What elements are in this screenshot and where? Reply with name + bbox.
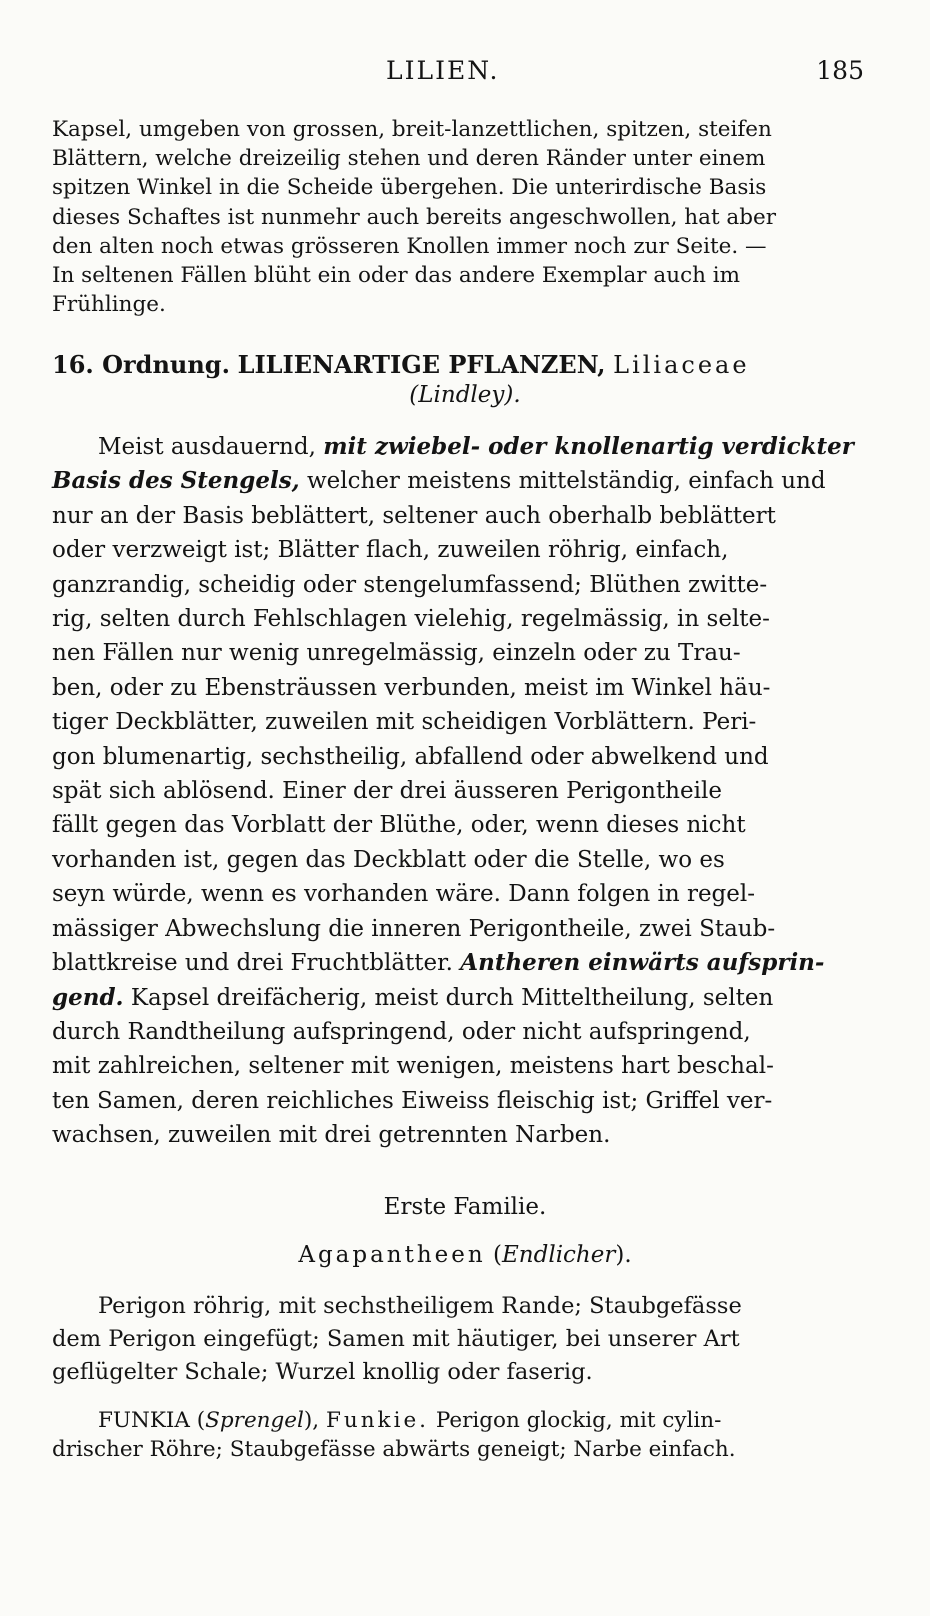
- text-line: gon blumenartig, sechstheilig, abfallend oder abwelkend und: [52, 743, 769, 770]
- text-line: Frühlinge.: [52, 292, 166, 318]
- text-line: In seltenen Fällen blüht ein oder das andere Exemplar auch im: [52, 263, 741, 289]
- desc-intro: Meist ausdauernd,: [98, 434, 316, 460]
- page-number: 185: [816, 56, 864, 85]
- desc-intro-italic: mit zwiebel- oder knollenartig verdickter: [323, 433, 854, 460]
- text-line: geflügelter Schale; Wurzel knollig oder faserig.: [52, 1359, 593, 1385]
- order-number: 16. Ordnung.: [52, 350, 230, 379]
- text-line: wachsen, zuweilen mit drei getrennten Narben.: [52, 1122, 611, 1149]
- family-authority: Endlicher: [502, 1242, 616, 1268]
- text-line: dieses Schaftes ist nunmehr auch bereits angeschwollen, hat aber: [52, 204, 776, 230]
- text-line: tiger Deckblätter, zuweilen mit scheidigen Vorblättern. Peri-: [52, 709, 757, 736]
- text-line: spät sich ablösend. Einer der drei äusseren Perigontheile: [52, 778, 722, 805]
- genus-name: FUNKIA: [98, 1408, 190, 1433]
- desc-text: blattkreise und drei Fruchtblätter.: [52, 950, 453, 977]
- text-line: ganzrandig, scheidig oder stengelumfassend; Blüthen zwitte-: [52, 571, 768, 598]
- desc-text: welcher meistens mittelständig, einfach und: [306, 468, 826, 495]
- genus-common-name: Funkie.: [325, 1408, 430, 1433]
- text-line: dem Perigon eingefügt; Samen mit häutiger, bei unserer Art: [52, 1326, 740, 1352]
- family-name: Agapantheen: [298, 1242, 486, 1268]
- text-line: vorhanden ist, gegen das Deckblatt oder die Stelle, wo es: [52, 846, 725, 873]
- text-line: nur an der Basis beblättert, seltener auch oberhalb beblättert: [52, 502, 776, 529]
- text-line: seyn würde, wenn es vorhanden wäre. Dann folgen in regel-: [52, 881, 756, 908]
- order-authority: (Lindley).: [409, 382, 521, 408]
- page-header: [0, 56, 930, 92]
- text-line: ben, oder zu Ebensträussen verbunden, meist im Winkel häu-: [52, 674, 771, 701]
- desc-text: Kapsel dreifächerig, meist durch Mitteltheilung, selten: [130, 984, 774, 1011]
- top-paragraph: [52, 115, 852, 319]
- text-line: nen Fällen nur wenig unregelmässig, einzeln oder zu Trau-: [52, 640, 741, 667]
- text-line: mässiger Abwechslung die inneren Perigontheile, zwei Staub-: [52, 915, 776, 942]
- order-description: [52, 430, 852, 1153]
- family-label: Erste Familie.: [383, 1194, 547, 1220]
- family-heading: Agapantheen (Endlicher).: [298, 1242, 632, 1268]
- text-line: drischer Röhre; Staubgefässe abwärts geneigt; Narbe einfach.: [52, 1437, 736, 1462]
- desc-basis-italic: Basis des Stengels,: [52, 467, 300, 495]
- text-line: oder verzweigt ist; Blätter flach, zuweilen röhrig, einfach,: [52, 537, 729, 564]
- order-latin-name: Liliaceae: [613, 351, 750, 379]
- genus-entry: FUNKIA (Sprengel), Funkie. Perigon glockig, mit cylin- drischer Röhre; Staubgefässe abwärts geneigt; Narbe einfach.: [52, 1406, 852, 1464]
- genus-text: Perigon glockig, mit cylin-: [435, 1408, 722, 1433]
- desc-gend-italic: gend.: [52, 983, 124, 1011]
- text-line: mit zahlreichen, seltener mit wenigen, meistens hart beschal-: [52, 1053, 774, 1080]
- text-line: Blättern, welche dreizeilig stehen und deren Ränder unter einem: [52, 146, 766, 172]
- text-line: ten Samen, deren reichliches Eiweiss fleischig ist; Griffel ver-: [52, 1087, 773, 1114]
- family-description: [52, 1290, 852, 1389]
- order-name: LILIENARTIGE PFLANZEN,: [237, 350, 606, 379]
- text-line: Perigon röhrig, mit sechstheiligem Rande; Staubgefässe: [98, 1293, 742, 1319]
- text-line: durch Randtheilung aufspringend, oder nicht aufspringend,: [52, 1018, 751, 1045]
- desc-antheren-italic: Antheren einwärts aufsprin-: [460, 949, 825, 977]
- text-line: rig, selten durch Fehlschlagen vielehig, regelmässig, in selte-: [52, 606, 770, 633]
- genus-authority: Sprengel: [205, 1408, 304, 1433]
- order-heading: [52, 348, 852, 382]
- text-line: spitzen Winkel in die Scheide übergehen. Die unterirdische Basis: [52, 175, 767, 201]
- running-head: LILIEN.: [386, 56, 500, 85]
- text-line: den alten noch etwas grösseren Knollen immer noch zur Seite. —: [52, 233, 767, 259]
- text-line: fällt gegen das Vorblatt der Blüthe, oder, wenn dieses nicht: [52, 812, 746, 839]
- text-line: Kapsel, umgeben von grossen, breit-lanzettlichen, spitzen, steifen: [52, 117, 772, 142]
